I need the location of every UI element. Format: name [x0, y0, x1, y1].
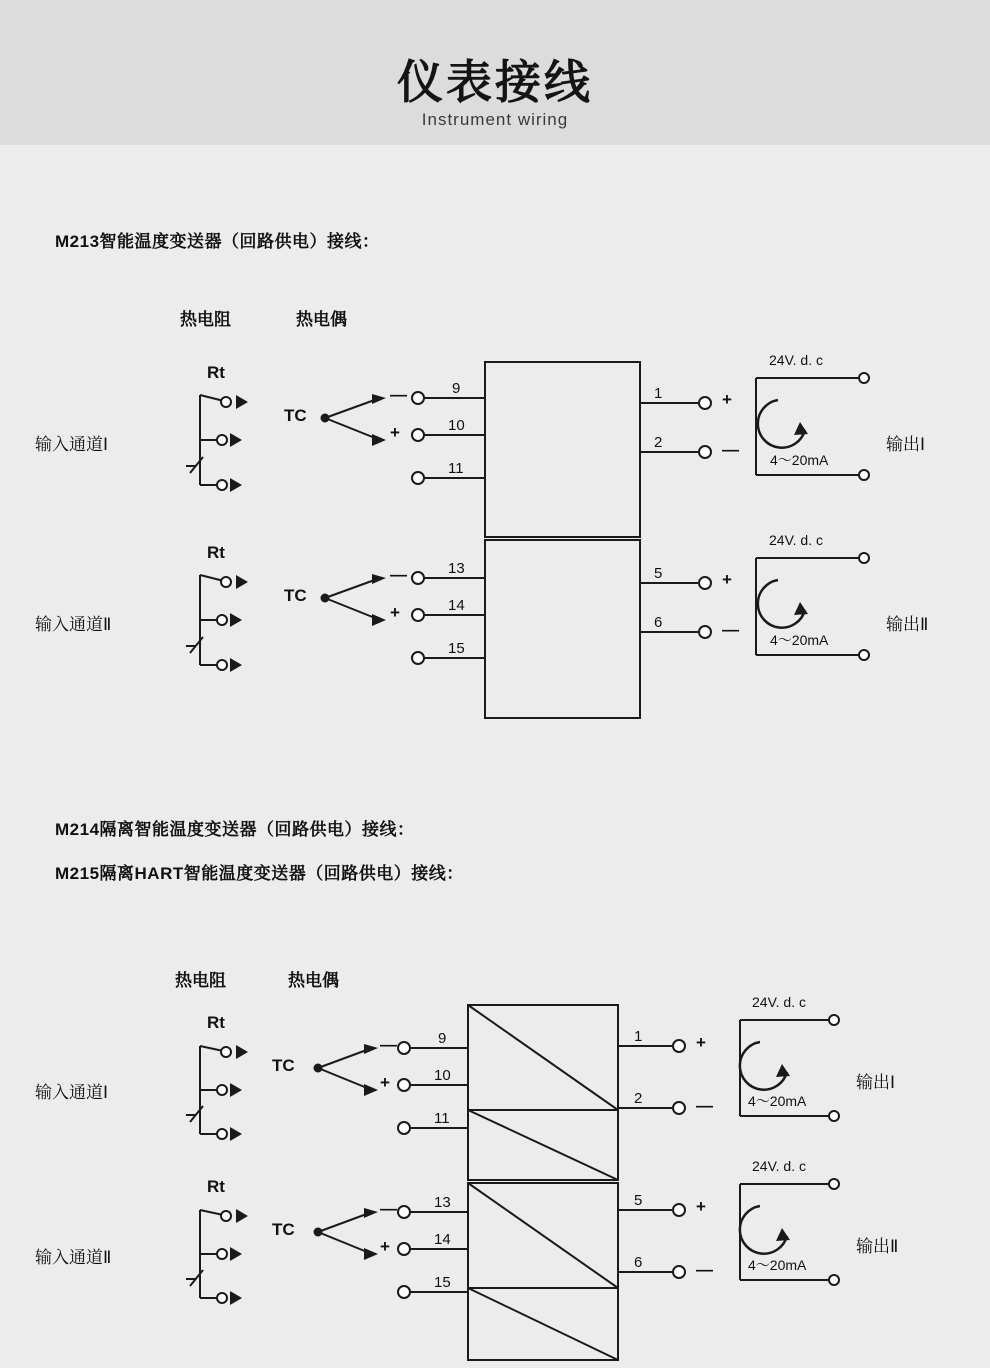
output-sign-minus-1-m214: — [696, 1096, 713, 1115]
label-output-2-m213: 输出Ⅱ [886, 615, 929, 634]
label-rt-2-m214: Rt [207, 1177, 225, 1196]
label-rt-2-m213: Rt [207, 543, 225, 562]
label-output-1-m213: 输出Ⅰ [886, 435, 926, 454]
output-sign-minus-1-m213: — [722, 440, 739, 459]
terminal-9-m213: 9 [452, 380, 461, 397]
terminal-5-m214: 5 [634, 1192, 643, 1209]
terminal-15-m213: 15 [448, 640, 465, 657]
section-label-m214: M214隔离智能温度变送器（回路供电）接线： [55, 820, 415, 839]
terminal-2-m214: 2 [634, 1090, 643, 1107]
label-tc-symbol-2-m214: TC [272, 1220, 295, 1239]
label-rt-1-m214: Rt [207, 1013, 225, 1032]
label-tc-plus-2-m213: + [390, 603, 400, 622]
wiring-diagram-m213 [0, 290, 990, 750]
label-tc-symbol-1-m214: TC [272, 1056, 295, 1075]
label-tc-minus-2-m213: — [390, 565, 407, 584]
label-input-channel-2-m213: 输入通道Ⅱ [35, 615, 112, 634]
label-output-2-m214: 输出Ⅱ [856, 1237, 899, 1256]
terminal-9-m214: 9 [438, 1030, 447, 1047]
terminal-6-m213: 6 [654, 614, 663, 631]
page-header [0, 0, 990, 145]
current-label-1-m214: 4～20mA [748, 1093, 807, 1109]
label-rt-1-m213: Rt [207, 363, 225, 382]
label-input-channel-1-m214: 输入通道Ⅰ [35, 1083, 109, 1102]
label-tc-symbol-2-m213: TC [284, 586, 307, 605]
diagram-m214-graphics [0, 938, 990, 1368]
label-rtd-m213: 热电阻 [180, 310, 231, 329]
page-title: 仪表接线 [397, 56, 593, 108]
label-input-channel-2-m214: 输入通道Ⅱ [35, 1248, 112, 1267]
terminal-2-m213: 2 [654, 434, 663, 451]
current-label-2-m213: 4～20mA [770, 632, 829, 648]
label-tc-minus-1-m214: — [380, 1035, 397, 1054]
terminal-6-m214: 6 [634, 1254, 643, 1271]
supply-label-2-m213: 24V. d. c [769, 532, 823, 548]
supply-label-1-m213: 24V. d. c [769, 352, 823, 368]
label-tc-m214: 热电偶 [288, 971, 339, 990]
terminal-13-m214: 13 [434, 1194, 451, 1211]
label-output-1-m214: 输出Ⅰ [856, 1073, 896, 1092]
output-sign-plus-2-m214: + [696, 1197, 706, 1216]
output-sign-minus-2-m214: — [696, 1260, 713, 1279]
terminal-10-m214: 10 [434, 1067, 451, 1084]
current-label-2-m214: 4～20mA [748, 1257, 807, 1273]
terminal-14-m213: 14 [448, 597, 465, 614]
current-label-1-m213: 4～20mA [770, 452, 829, 468]
terminal-14-m214: 14 [434, 1231, 451, 1248]
terminal-1-m213: 1 [654, 385, 663, 402]
label-tc-plus-1-m213: + [390, 423, 400, 442]
label-rtd-m214: 热电阻 [175, 971, 226, 990]
label-tc-symbol-1-m213: TC [284, 406, 307, 425]
section-label-m213: M213智能温度变送器（回路供电）接线： [55, 232, 380, 251]
output-sign-plus-1-m213: + [722, 390, 732, 409]
page-subtitle: Instrument wiring [421, 110, 569, 129]
output-sign-minus-2-m213: — [722, 620, 739, 639]
terminal-10-m213: 10 [448, 417, 465, 434]
terminal-15-m214: 15 [434, 1274, 451, 1291]
label-tc-m213: 热电偶 [296, 310, 347, 329]
label-tc-minus-2-m214: — [380, 1199, 397, 1218]
terminal-5-m213: 5 [654, 565, 663, 582]
label-tc-plus-1-m214: + [380, 1073, 390, 1092]
label-tc-minus-1-m213: — [390, 385, 407, 404]
section-label-m215: M215隔离HART智能温度变送器（回路供电）接线： [55, 864, 464, 883]
terminal-11-m213: 11 [448, 460, 464, 477]
supply-label-2-m214: 24V. d. c [752, 1158, 806, 1174]
label-input-channel-1-m213: 输入通道Ⅰ [35, 435, 109, 454]
output-sign-plus-1-m214: + [696, 1033, 706, 1052]
supply-label-1-m214: 24V. d. c [752, 994, 806, 1010]
terminal-13-m213: 13 [448, 560, 465, 577]
terminal-11-m214: 11 [434, 1110, 450, 1127]
wiring-diagram-m214-m215 [0, 938, 990, 1368]
terminal-1-m214: 1 [634, 1028, 643, 1045]
label-tc-plus-2-m214: + [380, 1237, 390, 1256]
output-sign-plus-2-m213: + [722, 570, 732, 589]
diagram-m213-graphics [0, 290, 990, 750]
